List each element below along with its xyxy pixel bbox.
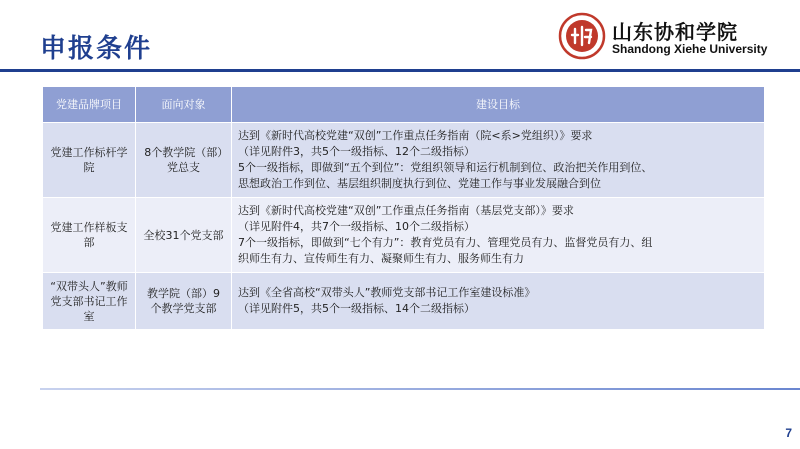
project-cell: 党建工作标杆学院: [43, 123, 136, 198]
goal-line: （详见附件5，共5个一级指标、14个二级指标）: [238, 302, 475, 315]
table-header-row: [43, 87, 765, 123]
goal-line: 达到《全省高校“双带头人”教师党支部书记工作室建设标准》: [238, 286, 536, 299]
column-header-project: 党建品牌项目: [43, 87, 136, 123]
goals-cell: [232, 273, 765, 330]
goals-cell: [232, 198, 765, 273]
target-cell: 全校31个党支部: [136, 198, 232, 273]
university-logo: [558, 12, 768, 62]
project-cell: 党建工作样板支部: [43, 198, 136, 273]
column-header-target: 面向对象: [136, 87, 232, 123]
university-name-cn: 山东协和学院: [612, 20, 738, 44]
university-name-en: Shandong Xiehe University: [612, 42, 768, 56]
goal-line: 达到《新时代高校党建“双创”工作重点任务指南（院<系>党组织）》要求: [238, 129, 593, 142]
table-row: [43, 123, 765, 198]
university-seal-icon: [558, 12, 606, 60]
goal-line: 织师生有力、宣传师生有力、凝聚师生有力、服务师生有力: [238, 252, 524, 265]
page-title: 申报条件: [40, 34, 153, 64]
goal-line: 达到《新时代高校党建“双创”工作重点任务指南（基层党支部）》要求: [238, 204, 574, 217]
goal-line: （详见附件4，共7个一级指标、10个二级指标）: [238, 220, 475, 233]
header-divider: [0, 69, 800, 72]
column-header-goals: 建设目标: [232, 87, 765, 123]
footer-divider: [40, 388, 800, 390]
table-row: [43, 198, 765, 273]
goal-line: 思想政治工作到位、基层组织制度执行到位、党建工作与事业发展融合到位: [238, 177, 601, 190]
goal-line: 5个一级指标，即做到“五个到位”：党组织领导和运行机制到位、政治把关作用到位、: [238, 161, 653, 174]
project-cell: “双带头人”教师党支部书记工作室: [43, 273, 136, 330]
goal-line: （详见附件3，共5个一级指标、12个二级指标）: [238, 145, 475, 158]
target-cell: 教学院（部）9个教学党支部: [136, 273, 232, 330]
table-row: [43, 273, 765, 330]
goals-cell: [232, 123, 765, 198]
application-conditions-table: [42, 86, 765, 330]
page-number: 7: [785, 426, 792, 440]
goal-line: 7个一级指标，即做到“七个有力”：教育党员有力、管理党员有力、监督党员有力、组: [238, 236, 653, 249]
target-cell: 8个教学院（部）党总支: [136, 123, 232, 198]
